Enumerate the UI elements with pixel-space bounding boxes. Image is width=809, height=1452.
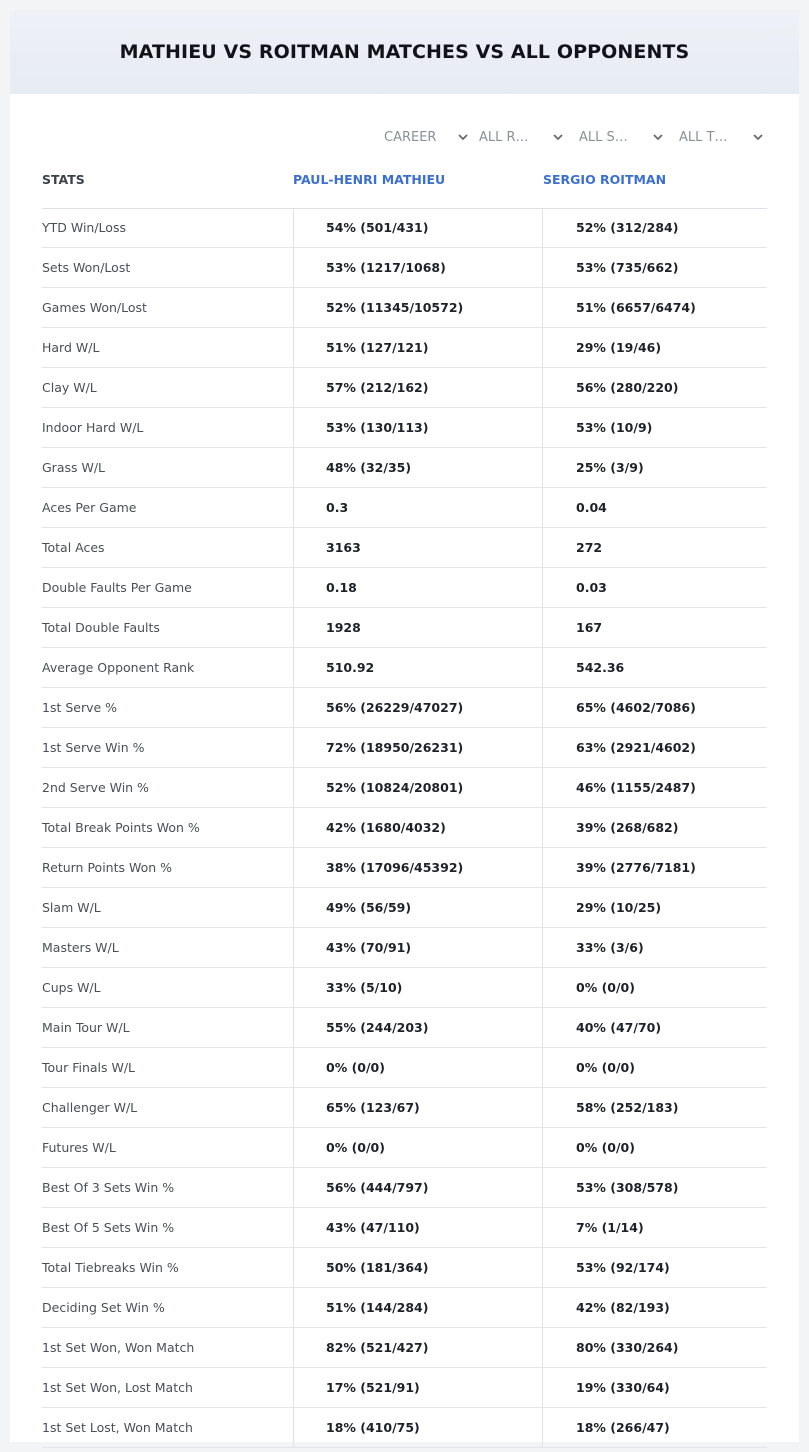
player1-value: 50% (181/364) xyxy=(293,1248,542,1287)
player2-value: 52% (312/284) xyxy=(542,208,767,247)
stat-label: Return Points Won % xyxy=(42,860,173,875)
period-select-value: CAREER xyxy=(384,129,437,145)
player2-value: 46% (1155/2487) xyxy=(542,768,767,807)
table-row xyxy=(42,488,767,528)
stat-label: 1st Set Lost, Won Match xyxy=(42,1420,193,1435)
player2-value: 19% (330/64) xyxy=(542,1368,767,1407)
player1-value: 56% (26229/47027) xyxy=(293,688,542,727)
player2-value: 53% (92/174) xyxy=(542,1248,767,1287)
table-row xyxy=(42,1368,767,1408)
player2-value: 53% (308/578) xyxy=(542,1168,767,1207)
table-row xyxy=(42,368,767,408)
player2-value: 0% (0/0) xyxy=(542,968,767,1007)
stat-label: Clay W/L xyxy=(42,380,97,395)
player1-value: 0.3 xyxy=(293,488,542,527)
table-row xyxy=(42,688,767,728)
table-row xyxy=(42,448,767,488)
table-row xyxy=(42,808,767,848)
player2-value: 272 xyxy=(542,528,767,567)
player1-value: 0.18 xyxy=(293,568,542,607)
page-title: MATHIEU VS ROITMAN MATCHES VS ALL OPPONENTS xyxy=(119,41,690,63)
player2-value: 167 xyxy=(542,608,767,647)
surface-select-value: ALL S… xyxy=(579,129,628,145)
table-row xyxy=(42,248,767,288)
stat-label: 1st Serve Win % xyxy=(42,740,145,755)
stat-label: 1st Serve % xyxy=(42,700,118,715)
player1-value: 38% (17096/45392) xyxy=(293,848,542,887)
stat-label: Cups W/L xyxy=(42,980,101,995)
player1-link[interactable]: PAUL-HENRI MATHIEU xyxy=(293,172,446,187)
page-header xyxy=(10,10,799,94)
table-row xyxy=(42,1288,767,1328)
player1-value: 53% (130/113) xyxy=(293,408,542,447)
player1-value: 0% (0/0) xyxy=(293,1128,542,1167)
stat-label: Deciding Set Win % xyxy=(42,1300,165,1315)
player2-value: 39% (2776/7181) xyxy=(542,848,767,887)
stat-label: 2nd Serve Win % xyxy=(42,780,149,795)
stat-label: Best Of 5 Sets Win % xyxy=(42,1220,175,1235)
player1-value: 51% (144/284) xyxy=(293,1288,542,1327)
player1-value: 43% (70/91) xyxy=(293,928,542,967)
table-row xyxy=(42,288,767,328)
chevron-down-icon xyxy=(651,130,665,144)
stat-label: Futures W/L xyxy=(42,1140,116,1155)
player2-value: 40% (47/70) xyxy=(542,1008,767,1047)
stat-label: Total Break Points Won % xyxy=(42,820,200,835)
stat-label: Total Tiebreaks Win % xyxy=(42,1260,179,1275)
player1-value: 65% (123/67) xyxy=(293,1088,542,1127)
player2-value: 42% (82/193) xyxy=(542,1288,767,1327)
round-select[interactable] xyxy=(479,126,567,148)
player1-value: 43% (47/110) xyxy=(293,1208,542,1247)
stat-label: Indoor Hard W/L xyxy=(42,420,144,435)
player1-value: 49% (56/59) xyxy=(293,888,542,927)
chevron-down-icon xyxy=(551,130,565,144)
player2-value: 0.03 xyxy=(542,568,767,607)
stat-label: Masters W/L xyxy=(42,940,119,955)
player1-value: 17% (521/91) xyxy=(293,1368,542,1407)
player1-value: 1928 xyxy=(293,608,542,647)
table-row xyxy=(42,1128,767,1168)
table-row xyxy=(42,928,767,968)
player2-value: 58% (252/183) xyxy=(542,1088,767,1127)
table-row xyxy=(42,568,767,608)
stat-label: Aces Per Game xyxy=(42,500,137,515)
surface-select[interactable] xyxy=(579,126,667,148)
player1-value: 82% (521/427) xyxy=(293,1328,542,1367)
table-header xyxy=(42,170,767,209)
stats-column-header: STATS xyxy=(42,172,85,187)
table-row xyxy=(42,528,767,568)
stat-label: Total Aces xyxy=(42,540,105,555)
table-row xyxy=(42,768,767,808)
chevron-down-icon xyxy=(456,130,470,144)
player2-value: 51% (6657/6474) xyxy=(542,288,767,327)
player2-value: 80% (330/264) xyxy=(542,1328,767,1367)
table-row xyxy=(42,1208,767,1248)
stat-label: Challenger W/L xyxy=(42,1100,138,1115)
player1-value: 33% (5/10) xyxy=(293,968,542,1007)
stats-card xyxy=(10,10,799,1442)
table-row xyxy=(42,1248,767,1288)
stat-label: Double Faults Per Game xyxy=(42,580,192,595)
table-row xyxy=(42,1168,767,1208)
table-row xyxy=(42,608,767,648)
stat-label: Main Tour W/L xyxy=(42,1020,130,1035)
player1-value: 57% (212/162) xyxy=(293,368,542,407)
player1-value: 48% (32/35) xyxy=(293,448,542,487)
table-row xyxy=(42,1048,767,1088)
table-row xyxy=(42,648,767,688)
player1-value: 52% (11345/10572) xyxy=(293,288,542,327)
table-row xyxy=(42,728,767,768)
player1-value: 51% (127/121) xyxy=(293,328,542,367)
player2-value: 56% (280/220) xyxy=(542,368,767,407)
player2-value: 0.04 xyxy=(542,488,767,527)
player2-value: 542.36 xyxy=(542,648,767,687)
table-row xyxy=(42,1008,767,1048)
stat-label: Average Opponent Rank xyxy=(42,660,195,675)
stat-label: Tour Finals W/L xyxy=(42,1060,136,1075)
table-row xyxy=(42,1328,767,1368)
player1-value: 510.92 xyxy=(293,648,542,687)
player2-value: 29% (10/25) xyxy=(542,888,767,927)
stat-label: Games Won/Lost xyxy=(42,300,147,315)
chevron-down-icon xyxy=(751,130,765,144)
stat-label: Best Of 3 Sets Win % xyxy=(42,1180,175,1195)
table-row xyxy=(42,408,767,448)
round-select-value: ALL R… xyxy=(479,129,529,145)
table-row xyxy=(42,968,767,1008)
table-row xyxy=(42,848,767,888)
stat-label: Sets Won/Lost xyxy=(42,260,131,275)
player2-value: 29% (19/46) xyxy=(542,328,767,367)
stat-label: 1st Set Won, Won Match xyxy=(42,1340,195,1355)
player1-value: 42% (1680/4032) xyxy=(293,808,542,847)
tournament-select[interactable] xyxy=(679,126,767,148)
player2-link[interactable]: SERGIO ROITMAN xyxy=(543,172,667,187)
player2-value: 33% (3/6) xyxy=(542,928,767,967)
stat-label: Total Double Faults xyxy=(42,620,160,635)
player2-value: 7% (1/14) xyxy=(542,1208,767,1247)
player2-value: 25% (3/9) xyxy=(542,448,767,487)
player2-value: 65% (4602/7086) xyxy=(542,688,767,727)
table-row xyxy=(42,888,767,928)
player1-value: 56% (444/797) xyxy=(293,1168,542,1207)
player2-value: 0% (0/0) xyxy=(542,1128,767,1167)
player2-value: 53% (10/9) xyxy=(542,408,767,447)
table-row xyxy=(42,1408,767,1448)
player1-value: 55% (244/203) xyxy=(293,1008,542,1047)
stat-label: Hard W/L xyxy=(42,340,100,355)
player1-value: 3163 xyxy=(293,528,542,567)
stats-table-body xyxy=(42,208,767,1448)
table-row xyxy=(42,328,767,368)
player1-value: 53% (1217/1068) xyxy=(293,248,542,287)
player2-value: 53% (735/662) xyxy=(542,248,767,287)
player1-value: 54% (501/431) xyxy=(293,208,542,247)
tournament-select-value: ALL T… xyxy=(679,129,728,145)
player2-value: 18% (266/47) xyxy=(542,1408,767,1447)
player1-value: 72% (18950/26231) xyxy=(293,728,542,767)
player1-value: 52% (10824/20801) xyxy=(293,768,542,807)
period-select[interactable] xyxy=(384,126,472,148)
filter-bar xyxy=(10,126,799,148)
player1-value: 18% (410/75) xyxy=(293,1408,542,1447)
stat-label: Slam W/L xyxy=(42,900,101,915)
table-row xyxy=(42,208,767,248)
table-row xyxy=(42,1088,767,1128)
stat-label: 1st Set Won, Lost Match xyxy=(42,1380,193,1395)
player2-value: 63% (2921/4602) xyxy=(542,728,767,767)
stat-label: Grass W/L xyxy=(42,460,106,475)
player2-value: 39% (268/682) xyxy=(542,808,767,847)
player1-value: 0% (0/0) xyxy=(293,1048,542,1087)
stat-label: YTD Win/Loss xyxy=(42,220,126,235)
player2-value: 0% (0/0) xyxy=(542,1048,767,1087)
